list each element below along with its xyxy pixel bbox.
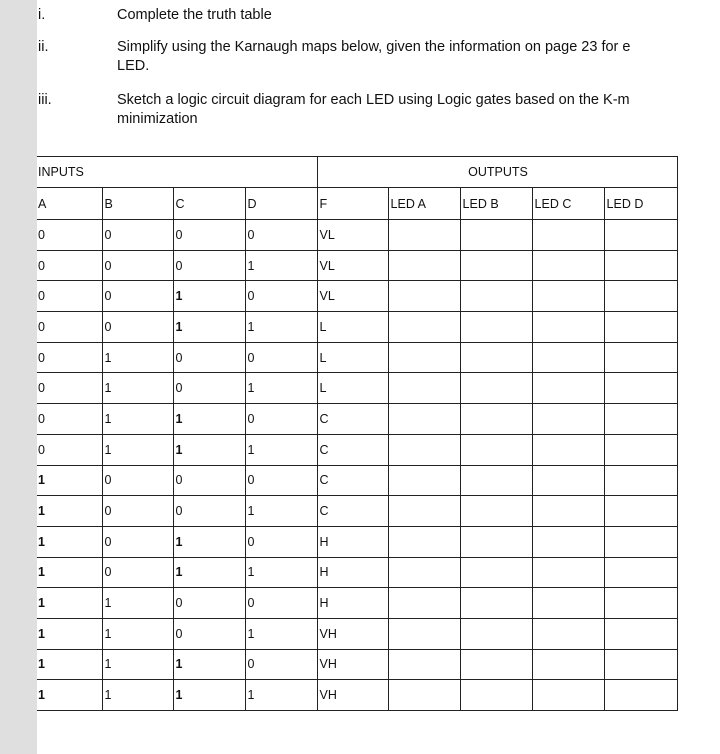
cell-c: 1 bbox=[173, 557, 245, 588]
cell-b: 1 bbox=[102, 649, 173, 680]
cell-a: 0 bbox=[37, 434, 102, 465]
instruction-text: Simplify using the Karnaugh maps below, given the information on page 23 for e bbox=[117, 39, 631, 55]
cell-d: 0 bbox=[245, 342, 317, 373]
output-cell-led-a[interactable] bbox=[388, 434, 460, 465]
cell-a: 0 bbox=[37, 373, 102, 404]
cell-f: VH bbox=[317, 649, 388, 680]
cell-f: VL bbox=[317, 250, 388, 281]
truth-table bbox=[37, 156, 678, 711]
output-cell-led-d[interactable] bbox=[604, 618, 677, 649]
instruction-number: ii. bbox=[38, 39, 49, 55]
cell-b: 1 bbox=[102, 373, 173, 404]
table-row bbox=[37, 649, 677, 680]
output-cell-led-d[interactable] bbox=[604, 434, 677, 465]
cell-f: VH bbox=[317, 680, 388, 711]
output-cell-led-d[interactable] bbox=[604, 588, 677, 619]
cell-b: 1 bbox=[102, 588, 173, 619]
output-cell-led-b[interactable] bbox=[460, 342, 532, 373]
output-cell-led-c[interactable] bbox=[532, 557, 604, 588]
column-header-d: D bbox=[245, 188, 317, 220]
cell-d: 1 bbox=[245, 312, 317, 343]
table-row bbox=[37, 404, 677, 435]
output-cell-led-b[interactable] bbox=[460, 250, 532, 281]
column-header-led-c: LED C bbox=[532, 188, 604, 220]
table-row bbox=[37, 220, 677, 251]
output-cell-led-d[interactable] bbox=[604, 342, 677, 373]
output-cell-led-a[interactable] bbox=[388, 588, 460, 619]
column-header-led-b: LED B bbox=[460, 188, 532, 220]
output-cell-led-b[interactable] bbox=[460, 557, 532, 588]
output-cell-led-c[interactable] bbox=[532, 680, 604, 711]
cell-d: 0 bbox=[245, 588, 317, 619]
cell-d: 0 bbox=[245, 465, 317, 496]
output-cell-led-c[interactable] bbox=[532, 496, 604, 527]
cell-d: 0 bbox=[245, 526, 317, 557]
column-header-a: A bbox=[37, 188, 102, 220]
output-cell-led-d[interactable] bbox=[604, 496, 677, 527]
cell-b: 1 bbox=[102, 680, 173, 711]
cell-a: 0 bbox=[37, 250, 102, 281]
document-page bbox=[37, 0, 720, 754]
cell-f: L bbox=[317, 373, 388, 404]
output-cell-led-b[interactable] bbox=[460, 588, 532, 619]
output-cell-led-a[interactable] bbox=[388, 680, 460, 711]
output-cell-led-a[interactable] bbox=[388, 312, 460, 343]
cell-c: 1 bbox=[173, 312, 245, 343]
cell-f: VL bbox=[317, 281, 388, 312]
cell-d: 1 bbox=[245, 496, 317, 527]
cell-c: 1 bbox=[173, 404, 245, 435]
table-row bbox=[37, 342, 677, 373]
cell-a: 1 bbox=[37, 557, 102, 588]
cell-c: 0 bbox=[173, 250, 245, 281]
instruction-text: Complete the truth table bbox=[117, 7, 272, 23]
cell-c: 0 bbox=[173, 220, 245, 251]
cell-c: 0 bbox=[173, 618, 245, 649]
output-cell-led-d[interactable] bbox=[604, 526, 677, 557]
cell-f: VL bbox=[317, 220, 388, 251]
cell-f: H bbox=[317, 557, 388, 588]
cell-d: 1 bbox=[245, 680, 317, 711]
cell-a: 1 bbox=[37, 526, 102, 557]
cell-a: 1 bbox=[37, 680, 102, 711]
output-cell-led-b[interactable] bbox=[460, 312, 532, 343]
table-row bbox=[37, 557, 677, 588]
output-cell-led-c[interactable] bbox=[532, 526, 604, 557]
output-cell-led-a[interactable] bbox=[388, 618, 460, 649]
instruction-text: Sketch a logic circuit diagram for each LED using Logic gates based on the K-m bbox=[117, 92, 630, 108]
cell-d: 1 bbox=[245, 434, 317, 465]
output-cell-led-d[interactable] bbox=[604, 404, 677, 435]
output-cell-led-a[interactable] bbox=[388, 220, 460, 251]
group-header-row bbox=[37, 157, 677, 188]
output-cell-led-b[interactable] bbox=[460, 496, 532, 527]
cell-a: 1 bbox=[37, 496, 102, 527]
output-cell-led-b[interactable] bbox=[460, 404, 532, 435]
output-cell-led-b[interactable] bbox=[460, 373, 532, 404]
cell-b: 0 bbox=[102, 496, 173, 527]
output-cell-led-a[interactable] bbox=[388, 373, 460, 404]
cell-a: 0 bbox=[37, 220, 102, 251]
table-row bbox=[37, 496, 677, 527]
cell-d: 0 bbox=[245, 649, 317, 680]
cell-a: 0 bbox=[37, 404, 102, 435]
column-header-b: B bbox=[102, 188, 173, 220]
column-header-f: F bbox=[317, 188, 388, 220]
cell-f: H bbox=[317, 588, 388, 619]
output-cell-led-d[interactable] bbox=[604, 465, 677, 496]
output-cell-led-a[interactable] bbox=[388, 649, 460, 680]
cell-a: 1 bbox=[37, 618, 102, 649]
cell-b: 1 bbox=[102, 404, 173, 435]
cell-c: 0 bbox=[173, 342, 245, 373]
output-cell-led-d[interactable] bbox=[604, 680, 677, 711]
output-cell-led-c[interactable] bbox=[532, 465, 604, 496]
output-cell-led-b[interactable] bbox=[460, 465, 532, 496]
output-cell-led-d[interactable] bbox=[604, 312, 677, 343]
table-row bbox=[37, 281, 677, 312]
output-cell-led-c[interactable] bbox=[532, 281, 604, 312]
table-row bbox=[37, 618, 677, 649]
output-cell-led-b[interactable] bbox=[460, 618, 532, 649]
table-row bbox=[37, 312, 677, 343]
cell-b: 0 bbox=[102, 220, 173, 251]
cell-f: C bbox=[317, 404, 388, 435]
cell-b: 0 bbox=[102, 281, 173, 312]
table-row bbox=[37, 465, 677, 496]
cell-c: 0 bbox=[173, 496, 245, 527]
cell-a: 1 bbox=[37, 649, 102, 680]
table-row bbox=[37, 250, 677, 281]
output-cell-led-c[interactable] bbox=[532, 588, 604, 619]
cell-b: 1 bbox=[102, 618, 173, 649]
table-row bbox=[37, 680, 677, 711]
cell-c: 1 bbox=[173, 281, 245, 312]
table-row bbox=[37, 373, 677, 404]
instruction-number: i. bbox=[38, 7, 46, 23]
column-header-c: C bbox=[173, 188, 245, 220]
cell-f: H bbox=[317, 526, 388, 557]
output-cell-led-a[interactable] bbox=[388, 465, 460, 496]
cell-b: 0 bbox=[102, 526, 173, 557]
output-cell-led-d[interactable] bbox=[604, 649, 677, 680]
cell-d: 1 bbox=[245, 373, 317, 404]
column-header-row bbox=[37, 188, 677, 220]
column-header-led-d: LED D bbox=[604, 188, 677, 220]
output-cell-led-c[interactable] bbox=[532, 434, 604, 465]
cell-f: C bbox=[317, 496, 388, 527]
cell-b: 0 bbox=[102, 557, 173, 588]
cell-f: C bbox=[317, 465, 388, 496]
cell-c: 0 bbox=[173, 588, 245, 619]
output-cell-led-d[interactable] bbox=[604, 220, 677, 251]
output-cell-led-b[interactable] bbox=[460, 680, 532, 711]
output-cell-led-a[interactable] bbox=[388, 281, 460, 312]
outputs-group-label: OUTPUTS bbox=[317, 157, 677, 188]
table-row bbox=[37, 526, 677, 557]
inputs-group-label: INPUTS bbox=[37, 157, 317, 188]
cell-c: 0 bbox=[173, 465, 245, 496]
cell-c: 1 bbox=[173, 649, 245, 680]
cell-b: 1 bbox=[102, 342, 173, 373]
output-cell-led-b[interactable] bbox=[460, 649, 532, 680]
cell-c: 1 bbox=[173, 526, 245, 557]
output-cell-led-b[interactable] bbox=[460, 526, 532, 557]
output-cell-led-c[interactable] bbox=[532, 373, 604, 404]
table-row bbox=[37, 434, 677, 465]
output-cell-led-c[interactable] bbox=[532, 342, 604, 373]
cell-a: 1 bbox=[37, 465, 102, 496]
cell-d: 1 bbox=[245, 557, 317, 588]
output-cell-led-c[interactable] bbox=[532, 618, 604, 649]
output-cell-led-a[interactable] bbox=[388, 404, 460, 435]
cell-d: 1 bbox=[245, 250, 317, 281]
page-margin bbox=[0, 0, 37, 754]
output-cell-led-a[interactable] bbox=[388, 557, 460, 588]
output-cell-led-c[interactable] bbox=[532, 312, 604, 343]
cell-a: 0 bbox=[37, 312, 102, 343]
output-cell-led-d[interactable] bbox=[604, 281, 677, 312]
cell-f: VH bbox=[317, 618, 388, 649]
output-cell-led-b[interactable] bbox=[460, 434, 532, 465]
output-cell-led-c[interactable] bbox=[532, 649, 604, 680]
output-cell-led-a[interactable] bbox=[388, 496, 460, 527]
output-cell-led-b[interactable] bbox=[460, 220, 532, 251]
cell-d: 0 bbox=[245, 220, 317, 251]
cell-c: 0 bbox=[173, 373, 245, 404]
cell-b: 0 bbox=[102, 250, 173, 281]
cell-d: 0 bbox=[245, 281, 317, 312]
column-header-led-a: LED A bbox=[388, 188, 460, 220]
cell-c: 1 bbox=[173, 680, 245, 711]
output-cell-led-c[interactable] bbox=[532, 404, 604, 435]
output-cell-led-a[interactable] bbox=[388, 250, 460, 281]
cell-d: 1 bbox=[245, 618, 317, 649]
cell-b: 0 bbox=[102, 312, 173, 343]
instruction-number: iii. bbox=[38, 92, 52, 108]
cell-b: 1 bbox=[102, 434, 173, 465]
output-cell-led-d[interactable] bbox=[604, 373, 677, 404]
cell-f: C bbox=[317, 434, 388, 465]
cell-f: L bbox=[317, 312, 388, 343]
cell-b: 0 bbox=[102, 465, 173, 496]
output-cell-led-c[interactable] bbox=[532, 220, 604, 251]
cell-a: 1 bbox=[37, 588, 102, 619]
output-cell-led-d[interactable] bbox=[604, 557, 677, 588]
cell-d: 0 bbox=[245, 404, 317, 435]
output-cell-led-c[interactable] bbox=[532, 250, 604, 281]
cell-a: 0 bbox=[37, 342, 102, 373]
output-cell-led-b[interactable] bbox=[460, 281, 532, 312]
output-cell-led-a[interactable] bbox=[388, 342, 460, 373]
cell-c: 1 bbox=[173, 434, 245, 465]
cell-a: 0 bbox=[37, 281, 102, 312]
table-row bbox=[37, 588, 677, 619]
output-cell-led-a[interactable] bbox=[388, 526, 460, 557]
instruction-text-continued: LED. bbox=[117, 58, 150, 74]
cell-f: L bbox=[317, 342, 388, 373]
instruction-text-continued: minimization bbox=[117, 111, 198, 127]
output-cell-led-d[interactable] bbox=[604, 250, 677, 281]
